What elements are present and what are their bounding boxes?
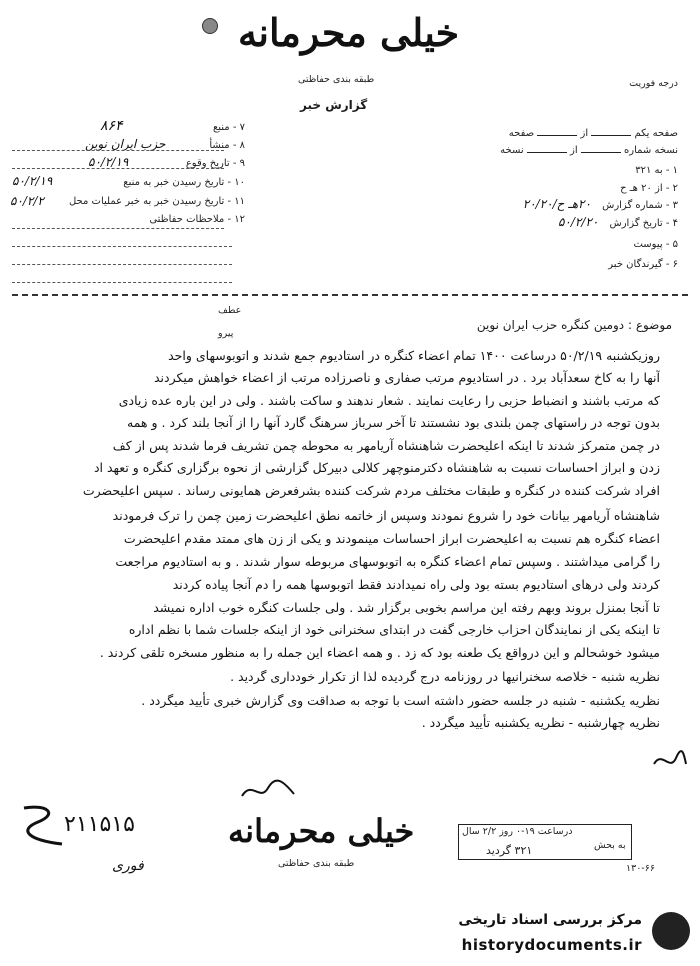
origin-value: حزب ایران نوین bbox=[85, 137, 166, 151]
recipients-field: ۶ - گیرندگان خبر bbox=[608, 259, 678, 270]
source-field: ۷ - منبع bbox=[212, 122, 245, 133]
divider bbox=[12, 168, 224, 169]
received-source-field: ۱۰ - تاریخ رسیدن خبر به منبع bbox=[123, 177, 245, 188]
subject-line: موضوع : دومین کنگره حزب ایران نوین bbox=[476, 318, 672, 332]
stamp-line: درساعت ۱۹-۰ روز ۲/۲ سال bbox=[462, 826, 573, 837]
body-line: شاهنشاه آریامهر بیانات خود را شروع نمودند وسپس از خاتمه نطق اعلیحضرت زمین چمن را ترک فرمودند bbox=[112, 508, 660, 523]
copy-number-field: نسخه شماره از نسخه bbox=[500, 145, 678, 156]
stamp-line: به بحش bbox=[594, 840, 626, 851]
body-line: که مرتب باشند و انضباط حزبی را رعایت نمایند . شعار ندهند و ساکت باشند . ولی در این باره عده زیادی bbox=[118, 393, 660, 408]
received-ops-value: ۵۰/۲/۲ bbox=[10, 194, 44, 208]
attachment-field: ۵ - پیوست bbox=[633, 239, 678, 250]
body-line: آنها را به کاخ سعدآباد برد . در استادیوم مرتب صفاری و ناصرزاده مرتب از اعضاء خواهش میکردند bbox=[153, 370, 660, 385]
report-label: گزارش خبر bbox=[300, 98, 368, 112]
source-value: ۸۶۴ bbox=[100, 118, 123, 134]
signature-mark bbox=[652, 750, 688, 772]
body-line: افراد شرکت کننده در کنگره و طبقات مختلف مردم شرکت کننده بشرفعرض همایونی رساند . سپس اعلیحضرت bbox=[82, 483, 660, 498]
signature-mark bbox=[238, 778, 298, 804]
occurrence-date-field: ۹ - تاریخ وقوع bbox=[185, 158, 245, 169]
handwritten-note: فوری bbox=[112, 858, 144, 874]
archive-name: مرکز بررسی اسناد تاریخی bbox=[458, 912, 642, 928]
reference-label: عطف bbox=[218, 305, 242, 316]
body-line: نظریه شنبه - خلاصه سخنرانیها در روزنامه درج گردیده لذا از تکرار خودداری گردید . bbox=[230, 669, 660, 684]
divider bbox=[12, 246, 232, 247]
body-line: را گرامی میداشتند . وسپس تمام اعضاء کنگره به اتوبوسهای مربوطه سوار شدند . و به استادیوم مراجعت bbox=[115, 554, 660, 569]
section-divider bbox=[12, 294, 688, 296]
priority-label: درجه فوریت bbox=[629, 78, 678, 89]
reference-sub-label: پیرو bbox=[218, 328, 234, 339]
page-title: خیلی محرمانه bbox=[238, 10, 460, 55]
corner-code: ۱۳۰-۶۶ bbox=[626, 863, 655, 874]
body-line: اعضاء کنگره هم نسبت به اعلیحضرت ابراز احساسات مینمودند و یکی از زن های ممتد مقدم اعلیحضرت bbox=[123, 531, 660, 546]
occurrence-date-value: ۵۰/۲/۱۹ bbox=[88, 155, 129, 169]
seal-icon bbox=[202, 18, 218, 34]
divider bbox=[12, 282, 232, 283]
footer-classification-label: طبقه بندی حفاظتی bbox=[278, 858, 355, 869]
report-date-field: ۴ - تاریخ گزارش ۵۰/۲/۲۰ bbox=[557, 215, 678, 229]
report-number-field: ۳ - شماره گزارش ۲۰هـ ح/۲۰/۲۰ bbox=[522, 197, 678, 211]
stamp-line: ۳۲۱ گردید bbox=[486, 844, 533, 857]
received-source-value: ۵۰/۲/۱۹ bbox=[12, 174, 53, 188]
body-line: نظریه چهارشنبه - نظریه یکشنبه تأیید میگردد . bbox=[421, 715, 660, 730]
body-line: در چمن متمرکز شدند تا اینکه اعلیحضرت شاهنشاه آریامهر به محوطه چمن تشریف فرما شدند پس از کف bbox=[112, 438, 660, 453]
page-of-field: صفحه یکم از صفحه bbox=[508, 128, 678, 139]
document-number: ۲۱۱۵۱۵ bbox=[64, 812, 135, 837]
divider bbox=[12, 228, 224, 229]
origin-field: ۸ - منشأ bbox=[209, 140, 245, 151]
body-line: کردند ولی درهای استادیوم بسته بود ولی راه نمیدادند فقط اتوبوسها همه را دم آنجا پیاده کردند bbox=[172, 577, 660, 592]
security-notes-field: ۱۲ - ملاحظات حفاظتی bbox=[149, 214, 245, 225]
body-line: نظریه یکشنبه - شنبه در جلسه حضور داشته است با توجه به صداقت وی گزارش خبری تأیید میگردد . bbox=[141, 693, 660, 708]
signature-mark bbox=[18, 800, 68, 850]
body-line: زدن و ابراز احساسات نسبت به شاهنشاه دکترمنوچهر کلالی دبیرکل گزارشی از نحوه برگزاری کنگره و تعهد اد bbox=[93, 460, 660, 475]
body-line: میشود خوشحالم و این درواقع یک طعنه بود که زد . و همه اعضاء این جمله را به منظور مسخره تلقی کردند . bbox=[99, 645, 660, 660]
footer-title: خیلی محرمانه bbox=[228, 812, 415, 850]
body-line: تا اینکه یکی از نمایندگان احزاب خارجی گفت در ابتدای سخنرانی خود از اینکه جلسات شما با نظم اداره bbox=[128, 622, 660, 637]
divider bbox=[12, 150, 224, 151]
classification-label: طبقه بندی حفاظتی bbox=[298, 74, 375, 85]
from-field: ۲ - از ۲۰ هـ ح bbox=[620, 183, 678, 194]
to-field: ۱ - به ۳۲۱ bbox=[635, 165, 678, 176]
received-ops-field: ۱۱ - تاریخ رسیدن خبر به خبر عملیات محل bbox=[68, 196, 245, 207]
archive-logo-icon bbox=[652, 912, 690, 950]
body-line: تا آنجا بمنزل بروند وبهم رفته این مراسم بخوبی برگزار شد . ولی جلسات کنگره خوب اداره نمیشد bbox=[153, 600, 660, 615]
body-line: بدون توجه در راستهای چمن بلندی بود نشستند تا آخر سرباز سرهنگ گارد آنها را از آنجا بلند کرد . و همه bbox=[127, 415, 660, 430]
body-line: روزیکشنبه ۵۰/۲/۱۹ درساعت ۱۴۰۰ تمام اعضاء کنگره در استادیوم جمع شدند و اتوبوسهای واحد bbox=[168, 348, 660, 363]
divider bbox=[12, 264, 232, 265]
archive-url: historydocuments.ir bbox=[461, 936, 642, 954]
